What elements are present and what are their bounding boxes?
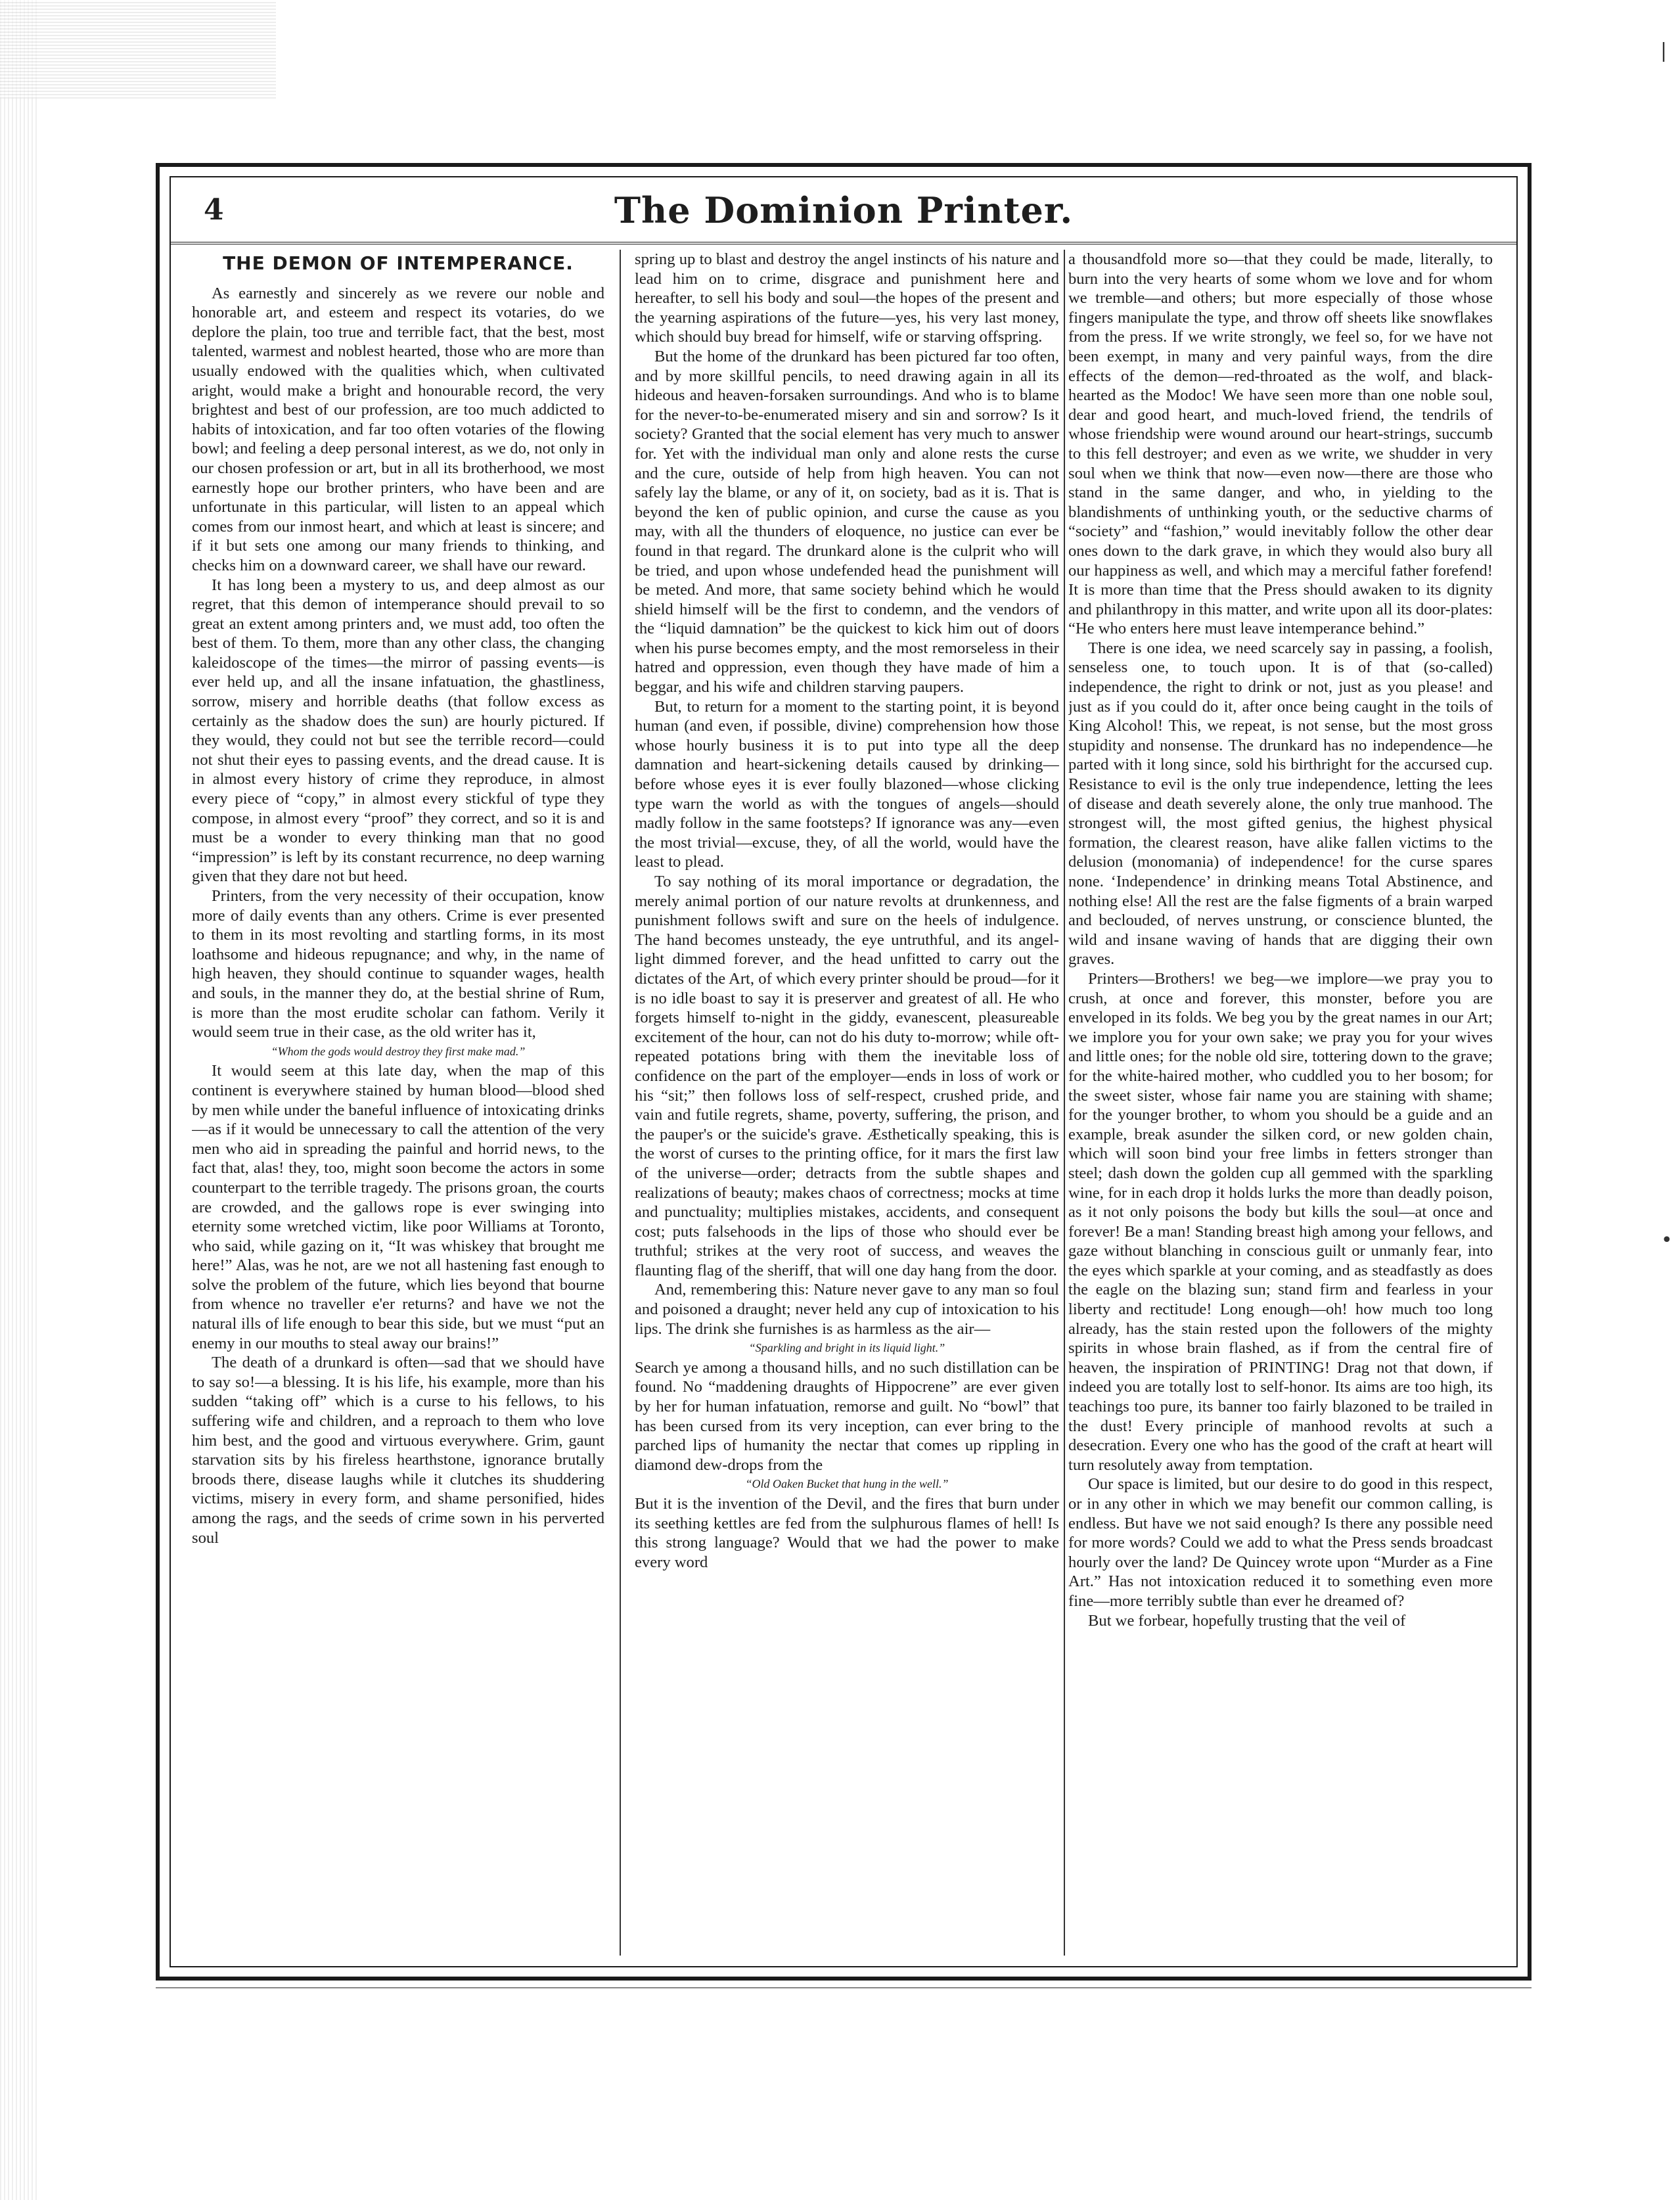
paragraph: And, remembering this: Nature never gave to any man so foul and poisoned a draught; never held any cup of intoxication to his lips. The drink she furnishes is as harmless as the air— <box>635 1281 1059 1338</box>
paragraph: To say nothing of its moral importance or degradation, the merely animal portion of our nature revolts at drunkenness, and punishment follows swift and sure on the heels of indulgence. The hand becomes unsteady, the eye untruthful, and its angel-light dimmed forever, and the head unfitted to carry out the dictates of the Art, of which every printer should be proud—for it is no idle boast to say it is preserver and greatest of all. He who forgets himself to-night in the giddy, evanescent, pleasureable excitement of the hour, can not do his duty to-morrow; while oft-repeated potations bring with them the inevitable loss of confidence on the part of the employer—ends in loss of work or his “sit;” then follows loss of self-respect, crushed pride, and vain and futile regrets, shame, poverty, suffering, the prison, and the pauper's or the suicide's grave. Æsthetically speaking, this is the worst of curses to the printing office, for it mars the first law of the universe—order; detracts from the subtle shapes and realizations of beauty; makes chaos of correctness; mocks at time and punctuality; multiplies mistakes, accidents, and consequent cost; puts falsehoods in the lips of those who should ever be truthful; strikes at the very root of success, and weaves the flaunting flag of the sheriff, that will one day hang from the door. <box>635 873 1059 1279</box>
paragraph: spring up to blast and destroy the angel instincts of his nature and lead him on to crime, disgrace and punishment here and hereafter, to sell his body and soul—the hopes of the present and the yearning aspirations of the future—yes, his very last money, which should buy bread for himself, wife or starving offspring. <box>635 250 1059 346</box>
column-3 <box>1068 250 1493 1892</box>
column-rule-1 <box>620 250 621 1956</box>
masthead-title: The Dominion Printer. <box>614 189 1074 231</box>
quotation: “Whom the gods would destroy they first make mad.” <box>271 1044 526 1058</box>
paragraph: Printers, from the very necessity of their occupation, know more of daily events than any others. Crime is ever presented to them in its most revolting and startling forms, in its most loathsome and hideous repugnance; and why, in the name of high heaven, they should continue to squander wages, health and souls, in the manner they do, at the bestial shrine of Rum, is more than the most erudite scholar can fathom. Verily it would seem true in their case, as the old writer has it, <box>192 887 604 1042</box>
paragraph: It has long been a mystery to us, and deep almost as our regret, that this demon of intemperance should prevail to so great an extent among printers and, we must add, too often the best of them. To them, more than any other class, the changing kaleidoscope of the times—the mirror of passing events—is ever held up, and all the insane infatuation, the ghastliness, sorrow, misery and horrible deaths (that follow excess as certainly as the shadow does the sun) are hourly pictured. If they would, they could not but see the terrible record—could not shut their eyes to passing events, and the dread cause. It is in almost every history of crime they reproduce, in almost every piece of “copy,” in almost every stickful of type they compose, in almost every “proof” they correct, and so it is and must be a wonder to every thinking man that no good “impression” is left by its constant recurrence, no deep warning given that they dare not but heed. <box>192 576 604 886</box>
paragraph: But it is the invention of the Devil, and the fires that burn under its seething kettles are fed from the sulphurous flames of hell! Is this strong language? Would that we had the power to make every word <box>635 1495 1059 1571</box>
page-header <box>170 176 1518 244</box>
paragraph: As earnestly and sincerely as we revere our noble and honorable art, and esteem and respect its votaries, do we deplore the plain, too true and terrible fact, that the best, most talented, warmest and noblest hearted, those who are more than usually endowed with the qualities which, when cultivated aright, would make a bright and honourable record, the very brightest and best of our profession, are too much addicted to habits of intoxication, and far too often votaries of the flowing bowl; and feeling a deep personal interest, as we do, not only in our chosen profession or art, but in all its brotherhood, we most earnestly hope our brother printers, who have been and are unfortunate in this particular, will listen to an appeal which comes from our inmost heart, and which at least is sincere; and if it but sets one among our many friends to thinking, and checks him on a downward career, we shall have our reward. <box>192 284 604 574</box>
paragraph: But the home of the drunkard has been pictured far too often, and by more skillful pencils, to need drawing again in all its hideous and heaven-forsaken surroundings. And who is to blame for the never-to-be-enumerated misery and sin and sorrow? Is it society? Granted that the social element has very much to answer for. Yet with the individual man only and alone rests the curse and the cure, outside of help from high heaven. You can not safely lay the blame, or any of it, on society, bad as it is. That is beyond the ken of public opinion, and curse the cause as you may, with all the thunders of eloquence, no justice can ever be found in that regard. The drunkard alone is the culprit who will be tried, and upon whose undefended head the punishment will be meted. And more, that same society behind which he would shield himself will be the first to condemn, and the vendors of the “liquid damnation” be the quickest to kick him out of doors when his purse becomes empty, and the most remorseless in their hatred and oppression, even though they have made of him a beggar, and his wife and children starving paupers. <box>635 347 1059 697</box>
paragraph: The death of a drunkard is often—sad that we should have to say so!—a blessing. It is his life, his example, more than his sudden “taking off” which is a curse to his fellows, to his suffering wife and children, and a reproach to them who love him best, and the good and virtuous everywhere. Grim, gaunt starvation sits by his fireless hearthstone, ignorance brutally broods there, disease laughs while it clutches its shuddering victims, misery in every form, and shame personified, hides among the rags, and the seeds of crime sown in his perverted soul <box>192 1354 604 1547</box>
paragraph: Printers—Brothers! we beg—we implore—we pray you to crush, at once and forever, this monster, before you are enveloped in its folds. We beg you by the great names in our Art; we implore you for your own sake; we pray you for your wives and little ones; for the noble old sire, tottering down to the grave; for the white-haired mother, who cuddled you to her bosom; for the sweet sister, whose fair name you are staining with shame; for the younger brother, to whom you should be a guide and an example, break asunder the silken cord, or new golden chain, which will soon bind your free limbs in fetters stronger than steel; dash down the golden cup all gemmed with the sparkling wine, for in each drop it holds lurks the more than deadly poison, as it not only poisons the body but kills the soul—at once and forever! Be a man! Standing breast high among your fellows, and gaze without blanching in conscious guilt or unmanly fear, into the eyes which sparkle at your coming, and as steadfastly as does the eagle on the blazing sun; stand firm and fearless in your liberty and rectitude! Long enough—oh! how much too long already, has the stain rested upon the followers of the mighty spirits in whose brain flashed, as if from the central fire of heaven, the inspiration of PRINTING! Drag not that down, if indeed you are totally lost to self-honor. Its aims are too high, its teachings too pure, its banner too fairly blazoned to be trailed in the dust! Every principle of manhood revolts at such a desecration. Every one who has the good of the craft at heart will turn resolutely away from temptation. <box>1068 969 1493 1474</box>
paragraph: a thousandfold more so—that they could be made, literally, to burn into the very hearts of some whom we love and for whom we tremble—and others; but more especially of those whose fingers manipulate the type, and throw off sheets like snowflakes from the press. If we write strongly, we feel so, for we have not been exempt, in many and very painful ways, from the dire effects of the demon—red-throated as the wolf, and black-hearted as the Modoc! We have seen more than one noble soul, dear and good heart, and much-loved friend, the tendrils of whose friendship were wound around our heart-strings, succumb to this fell destroyer; and even as we write, we shudder in very soul when we think that now—even now—there are those who stand in the same danger, and who, in yielding to the blandishments of unthinking youth, or the seductive charms of “society” and “fashion,” would inevitably follow the other dear ones down to the dark grave, in which they would also bury all our happiness as well, and which may a merciful father forefend! It is more than time that the Press should awaken to its dignity and philanthropy in this matter, and write upon all its door-plates: “He who enters here must leave intemperance behind.” <box>1068 250 1493 638</box>
paragraph: Our space is limited, but our desire to do good in this respect, or in any other in which we may benefit our common calling, is endless. But have we not said enough? Is there any possible need for more words? Could we add to what the Press sends broadcast hourly over the land? De Quincey wrote upon “Murder as a Fine Art.” Has not intoxication reduced it to something even more fine—more terribly subtle than ever he dreamed of? <box>1068 1475 1493 1610</box>
column-rule-2 <box>1064 250 1065 1956</box>
column-2 <box>635 250 1059 1892</box>
quotation: “Old Oaken Bucket that hung in the well.” <box>745 1477 949 1491</box>
paragraph: Search ye among a thousand hills, and no such distillation can be found. No “maddening draughts of Hippocrene” are ever given by her for human infatuation, remorse and guilt. No “bowl” that has been cursed from its very inception, can ever bring to the parched lips of humanity the nectar that comes up rippling in diamond dew-drops from the <box>635 1358 1059 1474</box>
paragraph: It would seem at this late day, when the map of this continent is everywhere stained by human blood—blood shed by men while under the baneful influence of intoxicating drinks—as if it would be unnecessary to call the attention of the very men who aid in spreading the painful and horrid news, to the fact that, alas! they, too, might soon become the actors in some counterpart to the terrible tragedy. The prisons groan, the courts are crowded, and the gallows rope is ever swinging into eternity some wretched victim, like poor Williams at Toronto, who said, while gazing on it, “It was whiskey that brought me here!” Alas, was he not, are we not all hastening fast enough to solve the problem of the future, which lies beyond that bourne from whence no traveller e'er returns? and have we not the natural ills of life enough to bear this side, but we must “put an enemy in our mouths to steal away our brains!” <box>192 1062 604 1352</box>
scan-noise-top <box>0 0 276 99</box>
column-1 <box>192 250 604 1892</box>
margin-mark-top-right: | <box>1660 39 1668 62</box>
paragraph: But, to return for a moment to the starting point, it is beyond human (and even, if possible, divine) comprehension how those whose hourly business it is to put into type all the deep damnation and heart-sickening details caused by drinking—before whose eyes it is ever foully blazoned—whose clicking type warn the world as with the tongues of angels—should madly follow in the same footsteps? If ignorance was any—even the most trivial—excuse, they, of all the world, would have the least to plead. <box>635 697 1059 871</box>
paragraph: There is one idea, we need scarcely say in passing, a foolish, senseless one, to touch upon. It is of that (so-called) independence, the right to drink or not, just as you please! and just as if you could do it, after once being caught in the toils of King Alcohol! This, we repeat, is not sense, but the most gross stupidity and nonsense. The drunkard has no independence—he parted with it long since, sold his birthright for the accursed cup. Resistance to evil is the only true independence, letting the lees of disease and death severely alone, the only true manhood. The strongest will, the most gifted genius, the highest physical formation, the clearest reason, have alike fallen victims to the delusion (monomania) of independence! for the curse spares none. ‘Independence’ in drinking means Total Abstinence, and nothing else! All the rest are the false figments of a brain warped and beclouded, of nerves unstrung, or conscience blunted, the wild and insane waving of hands that are digging their own graves. <box>1068 639 1493 969</box>
page-bottom-rule <box>156 1987 1532 1988</box>
scan-noise-left <box>0 0 39 2200</box>
quotation: “Sparkling and bright in its liquid light.” <box>748 1341 945 1355</box>
article-title: THE DEMON OF INTEMPERANCE. <box>223 252 574 274</box>
margin-mark-bullet: • <box>1661 1229 1673 1252</box>
paragraph: But we forbear, hopefully trusting that the veil of <box>1088 1611 1406 1630</box>
page-number: 4 <box>204 193 224 227</box>
